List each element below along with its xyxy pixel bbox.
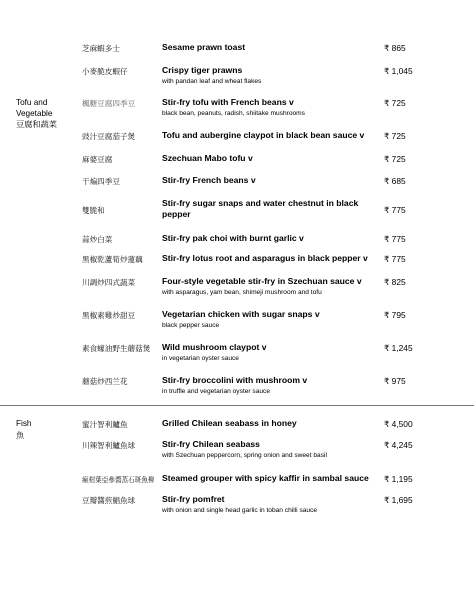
dish-chinese-name: 豆瓣醬煎鯧魚球 [82, 496, 136, 505]
dish-title: Stir-fry lotus root and asparagus in black pepper v [162, 253, 368, 263]
dish-price: ₹ 4,245 [384, 440, 413, 450]
dish-price: ₹ 795 [384, 310, 406, 320]
dish-chinese-name: 蜜汁智利鱸魚 [82, 420, 128, 429]
dish-price: ₹ 1,195 [384, 474, 413, 484]
dish-description: in truffle and vegetarian oyster sauce [162, 388, 271, 395]
dish-description: black pepper sauce [162, 322, 220, 329]
dish-price: ₹ 725 [384, 131, 406, 141]
dish-chinese-name: 小麥脆皮蝦仔 [82, 67, 128, 76]
dish-english-name [162, 439, 377, 460]
dish-chinese-name: 干煸四季豆 [82, 177, 120, 186]
dish-english-name [162, 309, 372, 330]
dish-english-name [162, 42, 372, 53]
dish-price: ₹ 1,045 [384, 66, 413, 76]
dish-price: ₹ 775 [384, 234, 406, 244]
dish-title: Stir-fry broccolini with mushroom v [162, 375, 308, 385]
dish-description: with asparagus, yam bean, shimeji mushroom and tofu [162, 289, 322, 296]
dish-title: Tofu and aubergine claypot in black bean sauce v [162, 130, 365, 140]
section-title-en: Tofu and Vegetable [16, 98, 53, 118]
section-title-fish [16, 419, 31, 440]
dish-title: Vegetarian chicken with sugar snaps v [162, 309, 320, 319]
dish-chinese-name: 豉汁豆腐茄子煲 [82, 132, 136, 141]
dish-title: Stir-fry sugar snaps and water chestnut in black pepper [162, 198, 359, 219]
dish-price: ₹ 975 [384, 376, 406, 386]
section-title-en: Fish [16, 419, 32, 428]
dish-price: ₹ 1,245 [384, 343, 413, 353]
dish-english-name [162, 418, 372, 429]
dish-title: Four-style vegetable stir-fry in Szechuan sauce v [162, 276, 362, 286]
dish-english-name [162, 494, 377, 515]
dish-price: ₹ 775 [384, 254, 406, 264]
section-title-cn: 魚 [16, 429, 25, 440]
dish-description: with onion and single head garlic in toban chilli sauce [162, 507, 318, 514]
dish-price: ₹ 725 [384, 154, 406, 164]
dish-english-name [162, 130, 382, 141]
dish-english-name [162, 198, 367, 220]
dish-description: with pandan leaf and wheat flakes [162, 78, 262, 85]
dish-title: Sesame prawn toast [162, 42, 246, 52]
dish-english-name [162, 97, 372, 118]
dish-chinese-name: 楓糖豆腐四季豆 [82, 99, 136, 108]
dish-description: with Szechuan peppercorn, spring onion and sweet basil [162, 452, 327, 459]
dish-english-name [162, 342, 372, 363]
dish-title: Stir-fry pak choi with burnt garlic v [162, 233, 304, 243]
dish-english-name [162, 153, 372, 164]
dish-price: ₹ 865 [384, 43, 406, 53]
dish-price: ₹ 775 [384, 205, 406, 215]
dish-english-name [162, 375, 372, 396]
dish-title: Stir-fry tofu with French beans v [162, 97, 294, 107]
section-title-tofu-vegetable [16, 98, 74, 130]
dish-english-name [162, 253, 382, 264]
dish-price: ₹ 725 [384, 98, 406, 108]
dish-title: Wild mushroom claypot v [162, 342, 267, 352]
dish-chinese-name: 雙脆和 [82, 206, 105, 215]
dish-chinese-name: 蘑菇炒西兰花 [82, 377, 128, 386]
dish-title: Szechuan Mabo tofu v [162, 153, 253, 163]
dish-price: ₹ 1,695 [384, 495, 413, 505]
dish-title: Steamed grouper with spicy kaffir in sambal sauce [162, 473, 369, 483]
dish-chinese-name: 黑椒素雞炒甜豆 [82, 311, 136, 320]
dish-description: black bean, peanuts, radish, shiitake mushrooms [162, 110, 305, 117]
dish-title: Crispy tiger prawns [162, 65, 243, 75]
dish-english-name [162, 473, 382, 484]
dish-english-name [162, 65, 372, 86]
dish-chinese-name: 麻婆豆腐 [82, 155, 113, 164]
dish-chinese-name: 黑椒乾蘆筍炒蓮藕 [82, 255, 143, 264]
dish-description: in vegetarian oyster sauce [162, 355, 239, 362]
dish-price: ₹ 825 [384, 277, 406, 287]
dish-chinese-name: 蒜炒白菜 [82, 235, 113, 244]
dish-title: Stir-fry Chilean seabass [162, 439, 260, 449]
dish-chinese-name: 川辣智利鱸魚球 [82, 441, 136, 450]
dish-price: ₹ 4,500 [384, 419, 413, 429]
dish-chinese-name: 素食蠔油野生蘑菇煲 [82, 344, 151, 353]
dish-chinese-name: 川調炒四式蔬菜 [82, 278, 136, 287]
dish-chinese-name: 芝麻蝦多士 [82, 44, 120, 53]
dish-title: Stir-fry French beans v [162, 175, 256, 185]
dish-price: ₹ 685 [384, 176, 406, 186]
dish-english-name [162, 233, 372, 244]
dish-title: Grilled Chilean seabass in honey [162, 418, 297, 428]
section-divider [0, 405, 474, 406]
dish-chinese-name: 瘋柑葉亞參醬蒸石斑魚柳 [82, 476, 155, 484]
dish-english-name [162, 175, 372, 186]
section-title-cn: 豆腐和蔬菜 [16, 119, 57, 129]
dish-title: Stir-fry pomfret [162, 494, 225, 504]
dish-english-name [162, 276, 382, 297]
